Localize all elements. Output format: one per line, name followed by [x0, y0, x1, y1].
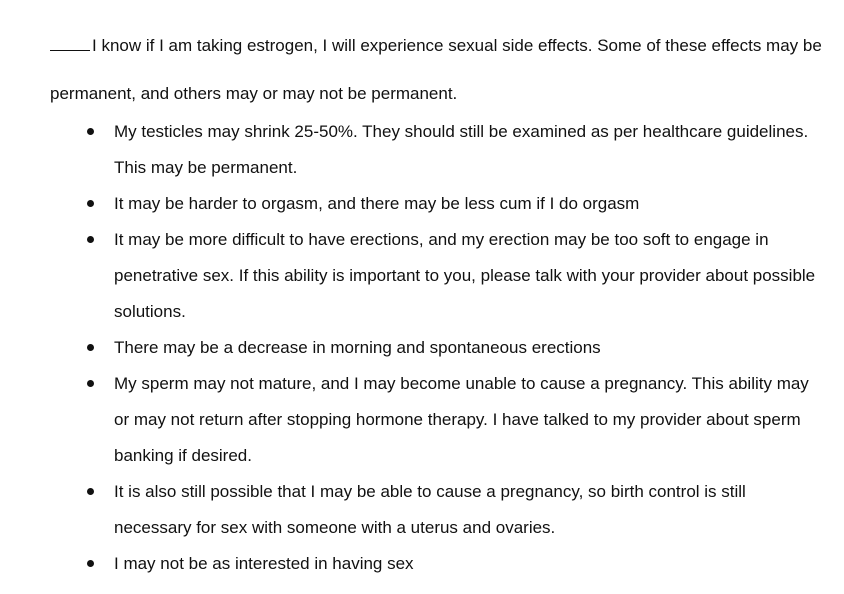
list-item: [0, 114, 844, 186]
bullet-icon: [87, 128, 94, 135]
list-item-text: It may be harder to orgasm, and there may be less cum if I do orgasm: [114, 194, 640, 213]
bullet-icon: [87, 344, 94, 351]
list-item: [0, 546, 844, 582]
bullet-icon: [87, 560, 94, 567]
side-effects-list: [0, 114, 844, 582]
list-item: [0, 186, 844, 222]
bullet-icon: [87, 200, 94, 207]
bullet-icon: [87, 236, 94, 243]
list-item-text: My testicles may shrink 25-50%. They should still be examined as per healthcare guidelines. This may be permanent.: [114, 122, 809, 177]
consent-statement: [50, 22, 830, 118]
list-item-text: My sperm may not mature, and I may become unable to cause a pregnancy. This ability may or may not return after stopping hormone therapy. I have talked to my provider about sperm banking if desired.: [114, 374, 809, 465]
list-item-text: There may be a decrease in morning and spontaneous erections: [114, 338, 601, 357]
bullet-icon: [87, 488, 94, 495]
list-item-text: I may not be as interested in having sex: [114, 554, 414, 573]
list-item: [0, 474, 844, 546]
list-item: [0, 366, 844, 474]
bullet-icon: [87, 380, 94, 387]
list-item: [0, 222, 844, 330]
list-item-text: It is also still possible that I may be able to cause a pregnancy, so birth control is still necessary for sex with someone with a uterus and ovaries.: [114, 482, 746, 537]
list-item: [0, 330, 844, 366]
initials-blank[interactable]: [50, 35, 90, 51]
list-item-text: It may be more difficult to have erections, and my erection may be too soft to engage in penetrative sex. If this ability is important to you, please talk with your provider about possible solutions.: [114, 230, 816, 321]
consent-statement-text: I know if I am taking estrogen, I will experience sexual side effects. Some of these effects may be permanent, and others may or may not be permanent.: [50, 36, 822, 103]
